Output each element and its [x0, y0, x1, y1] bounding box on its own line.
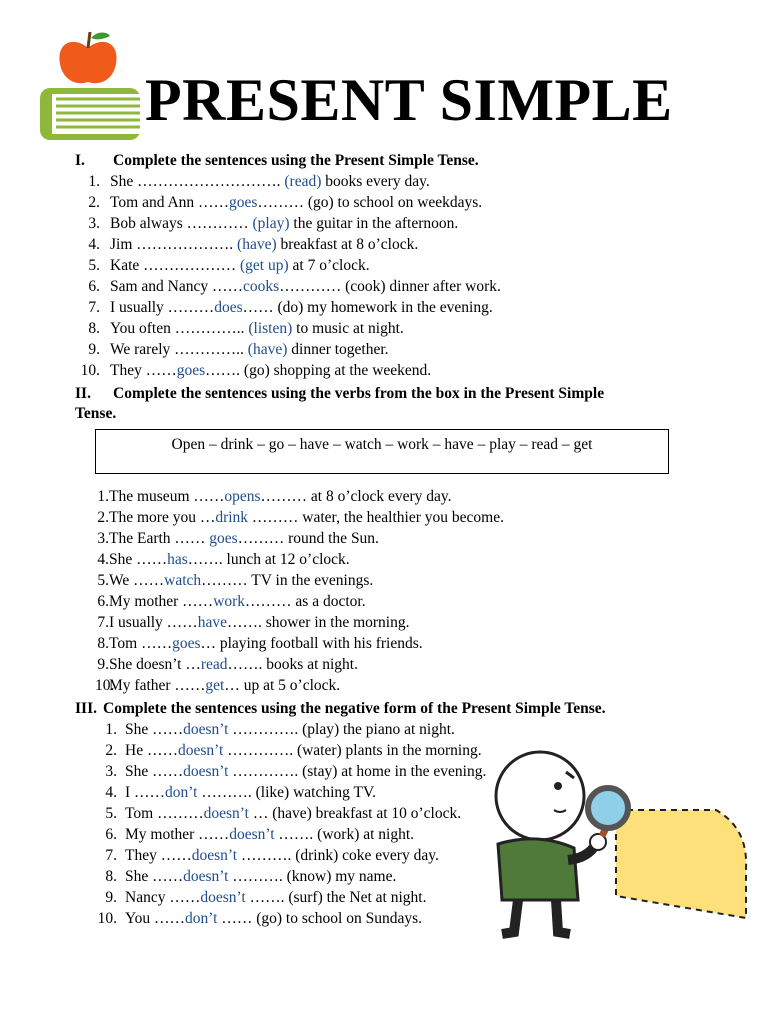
item-text-before: Sam and Nancy ……: [110, 278, 244, 295]
item-text-before: The more you …: [109, 509, 216, 526]
item-text-after: ……. (surf) the Net at night.: [245, 889, 427, 906]
item-number: 4.: [88, 236, 100, 253]
item-text-before: She doesn’t …: [109, 656, 201, 673]
section2-item-10: [95, 676, 340, 696]
item-number: 7.: [97, 614, 109, 631]
item-text-after: ……… water, the healthier you become.: [248, 509, 504, 526]
item-text-before: They ……: [110, 362, 177, 379]
magnifier-icon: [588, 788, 628, 828]
section-2-title-line1: Complete the sentences using the verbs from the box in the Present Simple: [113, 385, 605, 402]
item-number: 9.: [105, 889, 117, 906]
item-text-before: Tom ……: [109, 635, 173, 652]
item-number: 1.: [97, 488, 109, 505]
item-text-after: ……… as a doctor.: [245, 593, 366, 610]
item-answer: (have): [247, 341, 288, 358]
item-text-before: The Earth ……: [109, 530, 210, 547]
section2-item-3: [95, 529, 379, 549]
item-number: 6.: [88, 278, 100, 295]
item-answer: doesn’t: [183, 763, 229, 780]
item-answer: goes: [209, 530, 238, 547]
item-number: 8.: [105, 868, 117, 885]
page-title: PRESENT SIMPLE: [145, 67, 673, 133]
item-number: 2.: [97, 509, 109, 526]
item-answer: doesn’t: [183, 721, 229, 738]
section3-item-2: [97, 741, 482, 761]
item-text-after: …… (go) to school on Sundays.: [217, 910, 422, 927]
section3-item-8: [97, 867, 396, 887]
section3-item-4: [97, 783, 376, 803]
body-icon: [498, 839, 578, 900]
item-number: 4.: [97, 551, 109, 568]
item-text-after: ……. shower in the morning.: [226, 614, 410, 631]
item-number: 3.: [105, 763, 117, 780]
item-text-before: You often …………..: [110, 320, 249, 337]
item-answer: don’t: [165, 784, 198, 801]
item-text-before: She ……: [125, 721, 184, 738]
item-number: 2.: [105, 742, 117, 759]
item-text-after: ………. (drink) coke every day.: [237, 847, 439, 864]
item-answer: goes: [172, 635, 201, 652]
item-text-before: We rarely …………..: [110, 341, 248, 358]
verb-box: Open – drink – go – have – watch – work – have – play – read – get: [95, 429, 669, 474]
item-text-after: ……… round the Sun.: [237, 530, 379, 547]
item-text-after: ………. (like) watching TV.: [197, 784, 377, 801]
section1-item-1: [80, 172, 430, 192]
item-number: 5.: [105, 805, 117, 822]
section2-item-8: [95, 634, 423, 654]
item-text-before: Jim ……………….: [110, 236, 238, 253]
item-number: 1.: [105, 721, 117, 738]
item-text-after: ………… (cook) dinner after work.: [279, 278, 501, 295]
apple-on-books-logo: [36, 28, 146, 151]
item-text-after: the guitar in the afternoon.: [289, 215, 459, 232]
item-answer: goes: [176, 362, 206, 379]
item-answer: doesn’t: [191, 847, 238, 864]
item-number: 10.: [97, 910, 117, 927]
item-text-before: She ……: [109, 551, 168, 568]
section1-item-4: [80, 235, 418, 255]
item-text-before: I usually ……: [109, 614, 198, 631]
item-text-before: They ……: [125, 847, 192, 864]
item-text-after: ……… TV in the evenings.: [201, 572, 374, 589]
section1-item-5: [80, 256, 370, 276]
item-text-before: Kate ………………: [110, 257, 241, 274]
section-3-numeral: III.: [75, 700, 97, 717]
section-2-heading-line2: Tense.: [75, 405, 117, 422]
item-text-before: My mother ……: [125, 826, 230, 843]
item-number: 4.: [105, 784, 117, 801]
section-2-heading: [75, 384, 604, 404]
item-answer: get: [205, 677, 225, 694]
section2-item-5: [95, 571, 373, 591]
item-number: 3.: [88, 215, 100, 232]
item-answer: (play): [252, 215, 290, 232]
section3-item-6: [97, 825, 414, 845]
item-text-before: She ……: [125, 868, 184, 885]
section3-item-1: [97, 720, 455, 740]
item-text-after: …………. (stay) at home in the evening.: [228, 763, 487, 780]
item-number: 10.: [80, 362, 100, 379]
item-answer: read: [200, 656, 228, 673]
item-answer: watch: [164, 572, 202, 589]
item-number: 7.: [88, 299, 100, 316]
section1-item-8: [80, 319, 404, 339]
item-text-before: The museum ……: [109, 488, 225, 505]
item-text-before: Tom and Ann ……: [110, 194, 230, 211]
item-number: 2.: [88, 194, 100, 211]
item-text-after: breakfast at 8 o’clock.: [276, 236, 419, 253]
item-answer: (read): [284, 173, 322, 190]
head-icon: [496, 752, 584, 840]
item-text-after: ……. (work) at night.: [274, 826, 415, 843]
item-text-before: I usually ………: [110, 299, 215, 316]
item-answer: (have): [237, 236, 277, 253]
item-text-before: Tom ………: [125, 805, 204, 822]
item-answer: has: [167, 551, 188, 568]
item-answer: (get up): [240, 257, 289, 274]
item-text-after: …………. (water) plants in the morning.: [223, 742, 482, 759]
item-text-after: … playing football with his friends.: [200, 635, 423, 652]
section2-item-9: [95, 655, 358, 675]
item-text-after: ……… at 8 o’clock every day.: [260, 488, 452, 505]
item-text-before: She ……: [125, 763, 184, 780]
item-text-after: ………. (know) my name.: [228, 868, 397, 885]
section3-item-3: [97, 762, 486, 782]
item-text-after: … (have) breakfast at 10 o’clock.: [248, 805, 462, 822]
detective-cartoon-illustration: [478, 748, 750, 953]
item-number: 6.: [97, 593, 109, 610]
item-text-before: She ……………………….: [110, 173, 285, 190]
apple-icon: [59, 42, 116, 83]
section2-item-7: [95, 613, 410, 633]
section1-item-6: [80, 277, 501, 297]
item-answer: doesn’t: [200, 889, 246, 906]
item-text-after: … up at 5 o’clock.: [224, 677, 341, 694]
item-answer: doesn’t: [183, 868, 229, 885]
item-number: 5.: [88, 257, 100, 274]
item-answer: doesn’t: [177, 742, 224, 759]
item-number: 10.: [95, 677, 115, 694]
item-answer: does: [214, 299, 243, 316]
item-number: 9.: [97, 656, 109, 673]
item-text-after: ……. lunch at 12 o’clock.: [187, 551, 350, 568]
section-1-heading: [75, 151, 479, 171]
section-3-heading: [75, 699, 606, 719]
section2-item-6: [95, 592, 366, 612]
section1-item-2: [80, 193, 482, 213]
section1-item-7: [80, 298, 493, 318]
section-1-numeral: I.: [75, 152, 85, 169]
item-answer: (listen): [248, 320, 293, 337]
item-answer: cooks: [243, 278, 280, 295]
item-text-after: ……… (go) to school on weekdays.: [257, 194, 483, 211]
light-beam-icon: [616, 810, 746, 918]
item-text-after: books every day.: [321, 173, 430, 190]
item-text-before: Nancy ……: [125, 889, 201, 906]
item-number: 8.: [97, 635, 109, 652]
item-number: 9.: [88, 341, 100, 358]
item-answer: doesn’t: [203, 805, 249, 822]
item-number: 3.: [97, 530, 109, 547]
section-1-title: Complete the sentences using the Present Simple Tense.: [113, 152, 479, 169]
item-number: 7.: [105, 847, 117, 864]
section-3-title: Complete the sentences using the negative form of the Present Simple Tense.: [103, 700, 606, 717]
item-text-after: ……. (go) shopping at the weekend.: [205, 362, 432, 379]
item-text-before: We ……: [109, 572, 165, 589]
section1-item-9: [80, 340, 389, 360]
item-answer: work: [213, 593, 246, 610]
item-answer: doesn’t: [229, 826, 275, 843]
section2-item-2: [95, 508, 504, 528]
section2-item-4: [95, 550, 350, 570]
section2-item-1: [95, 487, 452, 507]
item-text-after: …… (do) my homework in the evening.: [242, 299, 493, 316]
item-text-before: My father ……: [109, 677, 206, 694]
item-text-after: …………. (play) the piano at night.: [228, 721, 455, 738]
item-number: 1.: [88, 173, 100, 190]
item-text-before: I ……: [125, 784, 166, 801]
item-text-after: dinner together.: [287, 341, 389, 358]
item-text-after: at 7 o’clock.: [288, 257, 370, 274]
section3-item-7: [97, 846, 439, 866]
item-answer: have: [197, 614, 227, 631]
item-answer: drink: [215, 509, 249, 526]
item-number: 6.: [105, 826, 117, 843]
item-text-before: You ……: [125, 910, 186, 927]
section1-item-3: [80, 214, 458, 234]
section-2-numeral: II.: [75, 385, 91, 402]
item-answer: goes: [229, 194, 258, 211]
item-answer: don’t: [185, 910, 218, 927]
item-number: 8.: [88, 320, 100, 337]
item-text-after: ……. books at night.: [227, 656, 358, 673]
section3-item-5: [97, 804, 461, 824]
section1-item-10: [80, 361, 431, 381]
section3-item-10: [97, 909, 422, 929]
item-answer: opens: [224, 488, 261, 505]
item-text-after: to music at night.: [292, 320, 404, 337]
item-number: 5.: [97, 572, 109, 589]
section3-item-9: [97, 888, 426, 908]
item-text-before: He ……: [125, 742, 178, 759]
item-text-before: Bob always …………: [110, 215, 253, 232]
item-text-before: My mother ……: [109, 593, 214, 610]
